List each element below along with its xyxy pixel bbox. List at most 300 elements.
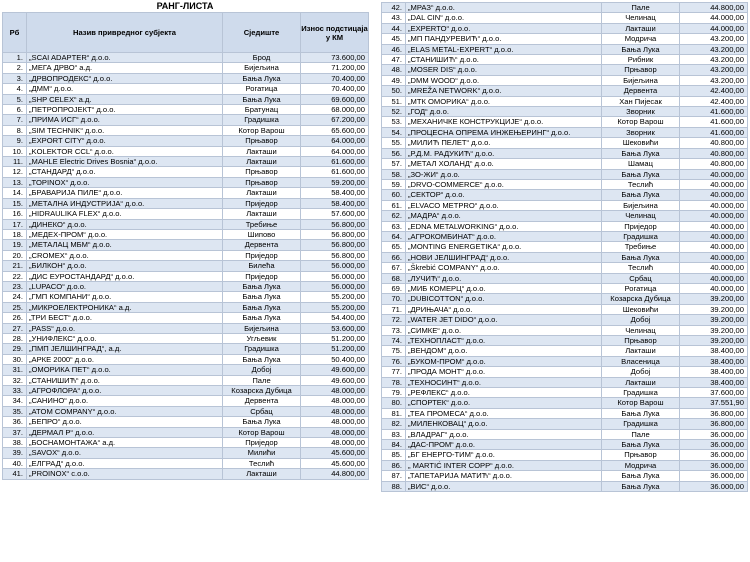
city-cell: Рогатица bbox=[602, 283, 680, 293]
city-cell: Приједор bbox=[223, 198, 301, 208]
amount-cell: 40.000,00 bbox=[680, 200, 748, 210]
table-row bbox=[382, 450, 748, 460]
rank-cell: 66. bbox=[382, 252, 406, 262]
city-cell: Модрича bbox=[602, 460, 680, 470]
table-row bbox=[382, 336, 748, 346]
company-name-cell: „ДИНЕКО“ д.о.о. bbox=[27, 219, 223, 229]
rank-cell: 32. bbox=[3, 375, 27, 385]
company-name-cell: „ТЕХНОПЛАСТ“ д.о.о. bbox=[406, 336, 602, 346]
table-row bbox=[382, 471, 748, 481]
amount-cell: 39.200,00 bbox=[680, 325, 748, 335]
table-row bbox=[3, 458, 369, 468]
rank-cell: 47. bbox=[382, 55, 406, 65]
table-row bbox=[3, 240, 369, 250]
company-name-cell: „СИМКЕ“ д.о.о. bbox=[406, 325, 602, 335]
company-name-cell: „МП ПАНДУРЕВИЋ“ д.о.о. bbox=[406, 34, 602, 44]
company-name-cell: „ПРОЦЕСНА ОПРЕМА ИНЖЕЊЕРИНГ“ д.о.о. bbox=[406, 127, 602, 137]
company-name-cell: „БГ ЕНЕРГО-ТИМ“ д.о.о. bbox=[406, 450, 602, 460]
rank-cell: 43. bbox=[382, 13, 406, 23]
city-cell: Котор Варош bbox=[602, 117, 680, 127]
amount-cell: 69.600,00 bbox=[301, 94, 369, 104]
table-row bbox=[382, 55, 748, 65]
rank-cell: 88. bbox=[382, 481, 406, 491]
amount-cell: 38.400,00 bbox=[680, 356, 748, 366]
company-name-cell: „ТАПЕТАРИЈА МАТИЋ“ д.о.о. bbox=[406, 471, 602, 481]
amount-cell: 36.000,00 bbox=[680, 460, 748, 470]
company-name-cell: „SIM TECHNIK“ д.о.о. bbox=[27, 125, 223, 135]
company-name-cell: „НОВИ ЈЕЛШИНГРАД“ д.о.о. bbox=[406, 252, 602, 262]
table-row bbox=[382, 23, 748, 33]
city-cell: Рогатица bbox=[223, 84, 301, 94]
table-row bbox=[3, 344, 369, 354]
table-row bbox=[3, 292, 369, 302]
rank-cell: 41. bbox=[3, 469, 27, 479]
amount-cell: 70.400,00 bbox=[301, 73, 369, 83]
rank-cell: 19. bbox=[3, 240, 27, 250]
company-name-cell: „БЕПРО“ д.о.о. bbox=[27, 417, 223, 427]
city-cell: Котор Варош bbox=[223, 427, 301, 437]
amount-cell: 65.600,00 bbox=[301, 125, 369, 135]
company-name-cell: „МЕХАНИЧКЕ КОНСТРУКЦИЈЕ“ д.о.о. bbox=[406, 117, 602, 127]
amount-cell: 39.200,00 bbox=[680, 304, 748, 314]
table-row bbox=[3, 73, 369, 83]
company-name-cell: „MAHLE Electric Drives Bosnia“ д.о.о. bbox=[27, 157, 223, 167]
table-row bbox=[382, 221, 748, 231]
table-row bbox=[382, 211, 748, 221]
table-row bbox=[382, 429, 748, 439]
rank-cell: 77. bbox=[382, 367, 406, 377]
amount-cell: 44.000,00 bbox=[680, 23, 748, 33]
city-cell: Лакташи bbox=[223, 469, 301, 479]
rank-cell: 56. bbox=[382, 148, 406, 158]
table-row bbox=[382, 440, 748, 450]
company-name-cell: „ДАС-ПРОМ“ д.о.о. bbox=[406, 440, 602, 450]
rank-cell: 2. bbox=[3, 63, 27, 73]
amount-cell: 36.000,00 bbox=[680, 440, 748, 450]
amount-cell: 51.200,00 bbox=[301, 344, 369, 354]
city-cell: Лакташи bbox=[602, 377, 680, 387]
table-row bbox=[3, 375, 369, 385]
rank-cell: 58. bbox=[382, 169, 406, 179]
table-row bbox=[3, 261, 369, 271]
table-row bbox=[3, 406, 369, 416]
amount-cell: 37.551,90 bbox=[680, 398, 748, 408]
amount-cell: 45.600,00 bbox=[301, 448, 369, 458]
rank-cell: 11. bbox=[3, 157, 27, 167]
table-row bbox=[3, 386, 369, 396]
table-row bbox=[382, 315, 748, 325]
amount-cell: 56.000,00 bbox=[301, 281, 369, 291]
company-name-cell: „ВЛАДРАГ“ д.о.о. bbox=[406, 429, 602, 439]
amount-cell: 49.600,00 bbox=[301, 375, 369, 385]
rank-cell: 69. bbox=[382, 283, 406, 293]
company-name-cell: „ГМП КОМПАНИ“ д.о.о. bbox=[27, 292, 223, 302]
table-row bbox=[382, 190, 748, 200]
table-row bbox=[382, 388, 748, 398]
rank-cell: 20. bbox=[3, 250, 27, 260]
table-row bbox=[3, 365, 369, 375]
table-row bbox=[382, 13, 748, 23]
company-name-cell: „МТК ОМОРИКА“ д.о.о. bbox=[406, 96, 602, 106]
table-row bbox=[3, 219, 369, 229]
table-row bbox=[3, 157, 369, 167]
city-cell: Прњавор bbox=[223, 177, 301, 187]
city-cell: Бања Лука bbox=[602, 44, 680, 54]
rank-cell: 39. bbox=[3, 448, 27, 458]
rank-cell: 83. bbox=[382, 429, 406, 439]
company-name-cell: „MREŽA NETWORK“ д.о.о. bbox=[406, 86, 602, 96]
city-cell: Бијељина bbox=[602, 200, 680, 210]
table-row bbox=[382, 408, 748, 418]
city-cell: Бања Лука bbox=[602, 252, 680, 262]
city-cell: Градишка bbox=[602, 419, 680, 429]
table-row bbox=[3, 115, 369, 125]
amount-cell: 40.000,00 bbox=[680, 283, 748, 293]
company-name-cell: „ОМОРИКА ПЕТ“ д.о.о. bbox=[27, 365, 223, 375]
city-cell: Добој bbox=[223, 365, 301, 375]
rank-cell: 36. bbox=[3, 417, 27, 427]
rank-cell: 70. bbox=[382, 294, 406, 304]
rank-cell: 79. bbox=[382, 388, 406, 398]
city-cell: Србац bbox=[223, 406, 301, 416]
company-name-cell: „МИЛИЋ ПЕЛЕТ“ д.о.о. bbox=[406, 138, 602, 148]
city-cell: Бања Лука bbox=[602, 440, 680, 450]
amount-cell: 40.000,00 bbox=[680, 169, 748, 179]
rank-cell: 64. bbox=[382, 231, 406, 241]
company-name-cell: „ЕЛГРАД“ д.о.о. bbox=[27, 458, 223, 468]
header-amount: Износ подстицаја у КМ bbox=[301, 13, 369, 53]
amount-cell: 44.800,00 bbox=[301, 469, 369, 479]
city-cell: Котор Варош bbox=[602, 398, 680, 408]
rank-cell: 50. bbox=[382, 86, 406, 96]
amount-cell: 48.000,00 bbox=[301, 438, 369, 448]
company-name-cell: „МЕГА ДРВО“ а.д. bbox=[27, 63, 223, 73]
city-cell: Градишка bbox=[223, 344, 301, 354]
rank-cell: 16. bbox=[3, 209, 27, 219]
city-cell: Пале bbox=[602, 429, 680, 439]
company-name-cell: „ATOM COMPANY“ д.о.о. bbox=[27, 406, 223, 416]
amount-cell: 51.200,00 bbox=[301, 333, 369, 343]
amount-cell: 39.200,00 bbox=[680, 294, 748, 304]
table-row bbox=[382, 117, 748, 127]
amount-cell: 56.000,00 bbox=[301, 271, 369, 281]
city-cell: Братунац bbox=[223, 105, 301, 115]
amount-cell: 61.600,00 bbox=[301, 167, 369, 177]
table-row bbox=[382, 34, 748, 44]
table-row bbox=[382, 481, 748, 491]
city-cell: Лакташи bbox=[602, 346, 680, 356]
company-name-cell: „ELVACO METPRO“ д.о.о. bbox=[406, 200, 602, 210]
city-cell: Бања Лука bbox=[223, 354, 301, 364]
rank-cell: 85. bbox=[382, 450, 406, 460]
city-cell: Прњавор bbox=[602, 336, 680, 346]
table-row bbox=[382, 242, 748, 252]
company-name-cell: „МЕТАЛНА ИНДУСТРИЈА“ д.о.о. bbox=[27, 198, 223, 208]
amount-cell: 48.000,00 bbox=[301, 406, 369, 416]
table-body-left bbox=[3, 53, 369, 480]
company-name-cell: „ПМП ЈЕЛШИНГРАД“, а.д. bbox=[27, 344, 223, 354]
table-row bbox=[382, 356, 748, 366]
rank-cell: 40. bbox=[3, 458, 27, 468]
table-row bbox=[3, 53, 369, 63]
table-row bbox=[3, 250, 369, 260]
rank-cell: 10. bbox=[3, 146, 27, 156]
rank-cell: 72. bbox=[382, 315, 406, 325]
rank-cell: 38. bbox=[3, 438, 27, 448]
table-row bbox=[382, 107, 748, 117]
rank-cell: 57. bbox=[382, 159, 406, 169]
city-cell: Прњавор bbox=[602, 450, 680, 460]
city-cell: Пале bbox=[602, 3, 680, 13]
company-name-cell: „DAL CIN“ д.о.о. bbox=[406, 13, 602, 23]
amount-cell: 49.600,00 bbox=[301, 365, 369, 375]
amount-cell: 48.000,00 bbox=[301, 417, 369, 427]
city-cell: Хан Пијесак bbox=[602, 96, 680, 106]
rank-cell: 62. bbox=[382, 211, 406, 221]
city-cell: Брод bbox=[223, 53, 301, 63]
amount-cell: 40.000,00 bbox=[680, 179, 748, 189]
rank-cell: 37. bbox=[3, 427, 27, 437]
rank-cell: 5. bbox=[3, 94, 27, 104]
amount-cell: 55.200,00 bbox=[301, 292, 369, 302]
rank-cell: 25. bbox=[3, 302, 27, 312]
table-row bbox=[3, 188, 369, 198]
table-row bbox=[382, 377, 748, 387]
rank-cell: 15. bbox=[3, 198, 27, 208]
ranking-table-left bbox=[2, 12, 369, 480]
city-cell: Бања Лука bbox=[602, 471, 680, 481]
amount-cell: 53.600,00 bbox=[301, 323, 369, 333]
table-row bbox=[382, 231, 748, 241]
table-row bbox=[3, 209, 369, 219]
company-name-cell: „ELAS METAL-EXPERT“ д.о.о. bbox=[406, 44, 602, 54]
rank-cell: 75. bbox=[382, 346, 406, 356]
city-cell: Бања Лука bbox=[223, 417, 301, 427]
amount-cell: 50.400,00 bbox=[301, 354, 369, 364]
amount-cell: 40.000,00 bbox=[680, 221, 748, 231]
amount-cell: 38.400,00 bbox=[680, 346, 748, 356]
amount-cell: 39.200,00 bbox=[680, 336, 748, 346]
table-row bbox=[382, 200, 748, 210]
table-row bbox=[3, 198, 369, 208]
table-row bbox=[3, 448, 369, 458]
amount-cell: 64.000,00 bbox=[301, 136, 369, 146]
amount-cell: 44.000,00 bbox=[680, 13, 748, 23]
rank-cell: 53. bbox=[382, 117, 406, 127]
company-name-cell: „MONTING ENERGETIKA“ д.о.о. bbox=[406, 242, 602, 252]
city-cell: Бања Лука bbox=[602, 408, 680, 418]
header-name: Назив привредног субјекта bbox=[27, 13, 223, 53]
company-name-cell: „SCAI ADAPTER“ д.о.о. bbox=[27, 53, 223, 63]
amount-cell: 58.400,00 bbox=[301, 198, 369, 208]
city-cell: Дервента bbox=[602, 86, 680, 96]
company-name-cell: „TOPINOX“ д.о.о. bbox=[27, 177, 223, 187]
city-cell: Милићи bbox=[223, 448, 301, 458]
rank-cell: 81. bbox=[382, 408, 406, 418]
table-row bbox=[382, 398, 748, 408]
table-row bbox=[3, 354, 369, 364]
rank-cell: 7. bbox=[3, 115, 27, 125]
city-cell: Градишка bbox=[602, 231, 680, 241]
amount-cell: 40.000,00 bbox=[680, 231, 748, 241]
amount-cell: 40.800,00 bbox=[680, 138, 748, 148]
company-name-cell: „БУКОМ-ПРОМ“ д.о.о. bbox=[406, 356, 602, 366]
amount-cell: 67.200,00 bbox=[301, 115, 369, 125]
city-cell: Бања Лука bbox=[223, 302, 301, 312]
city-cell: Челинац bbox=[602, 325, 680, 335]
table-row bbox=[3, 146, 369, 156]
table-row bbox=[382, 65, 748, 75]
company-name-cell: „SAVOX“ д.о.о. bbox=[27, 448, 223, 458]
company-name-cell: „МЕДЕХ-ПРОМ“ д.о.о. bbox=[27, 229, 223, 239]
table-row bbox=[3, 396, 369, 406]
rank-cell: 67. bbox=[382, 263, 406, 273]
rank-cell: 68. bbox=[382, 273, 406, 283]
rank-cell: 63. bbox=[382, 221, 406, 231]
city-cell: Модрича bbox=[602, 34, 680, 44]
city-cell: Билећа bbox=[223, 261, 301, 271]
city-cell: Шековићи bbox=[602, 304, 680, 314]
amount-cell: 37.600,00 bbox=[680, 388, 748, 398]
city-cell: Лакташи bbox=[223, 209, 301, 219]
amount-cell: 58.400,00 bbox=[301, 188, 369, 198]
company-name-cell: „KOLEKTOR CCL“ д.о.о. bbox=[27, 146, 223, 156]
city-cell: Лакташи bbox=[223, 188, 301, 198]
rank-cell: 33. bbox=[3, 386, 27, 396]
city-cell: Приједор bbox=[223, 438, 301, 448]
table-row bbox=[382, 325, 748, 335]
table-row bbox=[3, 105, 369, 115]
city-cell: Приједор bbox=[602, 221, 680, 231]
company-name-cell: „ДИС ЕУРОСТАНДАРД“ д.о.о. bbox=[27, 271, 223, 281]
table-row bbox=[3, 167, 369, 177]
company-name-cell: „ДРИЊАЧА“ д.о.о. bbox=[406, 304, 602, 314]
amount-cell: 45.600,00 bbox=[301, 458, 369, 468]
company-name-cell: „CROMEX“ д.о.о. bbox=[27, 250, 223, 260]
company-name-cell: „ТЕХНОСИНТ“ д.о.о. bbox=[406, 377, 602, 387]
table-row bbox=[3, 417, 369, 427]
rank-cell: 24. bbox=[3, 292, 27, 302]
city-cell: Градишка bbox=[602, 388, 680, 398]
company-name-cell: „АРКЕ 2000“ д.о.о. bbox=[27, 354, 223, 364]
table-row bbox=[382, 419, 748, 429]
rank-cell: 23. bbox=[3, 281, 27, 291]
rank-cell: 76. bbox=[382, 356, 406, 366]
amount-cell: 36.000,00 bbox=[680, 429, 748, 439]
company-name-cell: „WATER JET DIDO“ д.о.о. bbox=[406, 315, 602, 325]
city-cell: Челинац bbox=[602, 211, 680, 221]
company-name-cell: „ПРИМА ИСГ“ д.о.о. bbox=[27, 115, 223, 125]
city-cell: Бања Лука bbox=[602, 148, 680, 158]
table-row bbox=[382, 159, 748, 169]
company-name-cell: „DUBICOTTON“ д.о.о. bbox=[406, 294, 602, 304]
amount-cell: 40.000,00 bbox=[680, 190, 748, 200]
city-cell: Козарска Дубица bbox=[602, 294, 680, 304]
table-row bbox=[3, 94, 369, 104]
company-name-cell: „ТЕА ПРОМЕСА“ д.о.о. bbox=[406, 408, 602, 418]
amount-cell: 68.000,00 bbox=[301, 105, 369, 115]
amount-cell: 48.000,00 bbox=[301, 386, 369, 396]
rank-cell: 3. bbox=[3, 73, 27, 83]
rank-cell: 48. bbox=[382, 65, 406, 75]
company-name-cell: „PROINOX“ с.о.о. bbox=[27, 469, 223, 479]
city-cell: Теслић bbox=[602, 263, 680, 273]
table-row bbox=[3, 229, 369, 239]
amount-cell: 43.200,00 bbox=[680, 34, 748, 44]
rank-cell: 26. bbox=[3, 313, 27, 323]
company-name-cell: „ПРОДА МОНТ“ д.о.о. bbox=[406, 367, 602, 377]
amount-cell: 40.000,00 bbox=[680, 273, 748, 283]
city-cell: Градишка bbox=[223, 115, 301, 125]
amount-cell: 70.400,00 bbox=[301, 84, 369, 94]
rank-cell: 55. bbox=[382, 138, 406, 148]
company-name-cell: „АГРОКОМБИНАТ“ д.о.о. bbox=[406, 231, 602, 241]
city-cell: Приједор bbox=[223, 271, 301, 281]
city-cell: Бијељина bbox=[602, 75, 680, 85]
table-row bbox=[3, 438, 369, 448]
amount-cell: 44.800,00 bbox=[680, 3, 748, 13]
city-cell: Бијељина bbox=[223, 63, 301, 73]
amount-cell: 57.600,00 bbox=[301, 209, 369, 219]
amount-cell: 56.800,00 bbox=[301, 229, 369, 239]
amount-cell: 42.400,00 bbox=[680, 86, 748, 96]
city-cell: Угљевик bbox=[223, 333, 301, 343]
table-row bbox=[3, 63, 369, 73]
city-cell: Добој bbox=[602, 315, 680, 325]
city-cell: Бања Лука bbox=[602, 481, 680, 491]
company-name-cell: „САНИНО“ д.о.о. bbox=[27, 396, 223, 406]
table-row bbox=[3, 323, 369, 333]
table-row bbox=[382, 283, 748, 293]
table-row bbox=[382, 273, 748, 283]
table-row bbox=[382, 148, 748, 158]
company-name-cell: „SHP CELEX“ а.д. bbox=[27, 94, 223, 104]
rank-cell: 4. bbox=[3, 84, 27, 94]
rank-cell: 18. bbox=[3, 229, 27, 239]
city-cell: Требиње bbox=[602, 242, 680, 252]
city-cell: Прњавор bbox=[223, 167, 301, 177]
company-name-cell: „ТРИ БЕСТ“ д.о.о. bbox=[27, 313, 223, 323]
company-name-cell: „ЛУЧИЋ“ д.о.о. bbox=[406, 273, 602, 283]
table-row bbox=[3, 177, 369, 187]
city-cell: Бања Лука bbox=[602, 190, 680, 200]
amount-cell: 41.600,00 bbox=[680, 117, 748, 127]
company-name-cell: „АГРОФЛОРА“ д.о.о. bbox=[27, 386, 223, 396]
amount-cell: 40.800,00 bbox=[680, 148, 748, 158]
city-cell: Лакташи bbox=[223, 146, 301, 156]
amount-cell: 36.800,00 bbox=[680, 408, 748, 418]
company-name-cell: „МЕТАЛАЦ МБМ“ д.о.о. bbox=[27, 240, 223, 250]
city-cell: Лакташи bbox=[223, 157, 301, 167]
rank-cell: 74. bbox=[382, 336, 406, 346]
amount-cell: 61.600,00 bbox=[301, 157, 369, 167]
city-cell: Теслић bbox=[602, 179, 680, 189]
table-row bbox=[3, 271, 369, 281]
company-name-cell: „ПЕТРОПРОЈЕКТ“ д.о.о. bbox=[27, 105, 223, 115]
table-row bbox=[3, 333, 369, 343]
amount-cell: 36.000,00 bbox=[680, 471, 748, 481]
rank-cell: 78. bbox=[382, 377, 406, 387]
city-cell: Бања Лука bbox=[223, 94, 301, 104]
company-name-cell: „СПОРТЕК“ д.о.о. bbox=[406, 398, 602, 408]
rank-cell: 22. bbox=[3, 271, 27, 281]
company-name-cell: „БОСНАМОНТАЖА“ а.д. bbox=[27, 438, 223, 448]
rank-cell: 35. bbox=[3, 406, 27, 416]
city-cell: Бања Лука bbox=[223, 281, 301, 291]
company-name-cell: „EDNA METALWORKING“ д.о.о. bbox=[406, 221, 602, 231]
rank-cell: 82. bbox=[382, 419, 406, 429]
city-cell: Лакташи bbox=[602, 23, 680, 33]
